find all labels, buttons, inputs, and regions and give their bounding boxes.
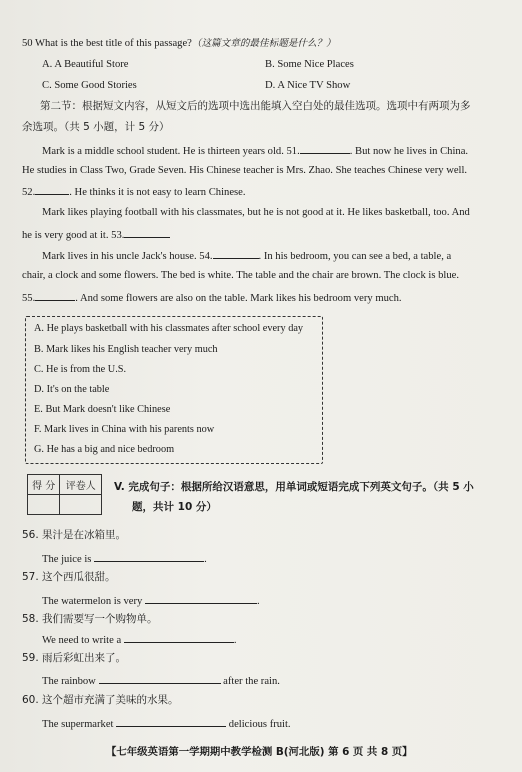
q56-prefix: The juice is — [42, 554, 92, 565]
q50-option-c[interactable]: C. Some Good Stories — [42, 80, 137, 91]
q57-sentence — [42, 593, 260, 608]
section5-heading-cont: 题，共计 10 分） — [132, 501, 217, 513]
box-option-a[interactable]: A. He plays basketball with his classmates after school every day — [34, 323, 304, 334]
blank-54-number: 54. — [199, 251, 213, 262]
options-box — [25, 316, 323, 464]
grader-label: 评卷人 — [60, 475, 102, 495]
q60-chinese: 60. 这个超市充满了美味的水果。 — [22, 694, 179, 706]
q57-chinese: 57. 这个西瓜很甜。 — [22, 571, 116, 583]
q59-prefix: The rainbow — [42, 676, 96, 687]
q57-prefix: The watermelon is very — [42, 596, 143, 607]
q57-suffix: . — [256, 596, 260, 607]
passage-text: . He thinks it is not easy to learn Chinese. — [69, 187, 246, 198]
blank-55[interactable] — [35, 290, 75, 301]
section5-heading: V. 完成句子：根据所给汉语意思，用单词或短语完成下列英文句子。（共 5 小 — [114, 481, 474, 493]
passage-text: Mark is a middle school student. He is thirteen years old. — [42, 146, 284, 157]
section2-heading: 第二节：根据短文内容，从短文后的选项中选出能填入空白处的最佳选项。选项中有两项为多 — [40, 100, 471, 112]
q50-option-d[interactable]: D. A Nice TV Show — [265, 80, 351, 91]
blank-51-number: 51. — [286, 146, 300, 157]
q58-sentence — [42, 632, 236, 647]
q60-answer-blank[interactable] — [116, 716, 226, 727]
box-option-e[interactable]: E. But Mark doesn't like Chinese — [34, 404, 171, 415]
passage-text: he is very good at it. — [22, 230, 109, 241]
q56-chinese: 56. 果汁是在冰箱里。 — [22, 529, 127, 541]
score-label: 得 分 — [28, 475, 60, 495]
q59-suffix: after the rain. — [223, 676, 280, 687]
box-option-g[interactable]: G. He has a big and nice bedroom — [34, 444, 175, 455]
q50-stem — [22, 37, 336, 50]
q58-answer-blank[interactable] — [124, 632, 234, 643]
q59-sentence — [42, 673, 280, 688]
q59-answer-blank[interactable] — [99, 673, 221, 684]
passage-line-8 — [22, 290, 402, 305]
blank-54[interactable] — [213, 248, 259, 259]
passage-text: Mark lives in his uncle Jack's house. — [42, 251, 197, 262]
passage-line-5 — [22, 227, 170, 242]
box-option-c[interactable]: C. He is from the U.S. — [34, 364, 127, 375]
q58-prefix: We need to write a — [42, 635, 122, 646]
box-option-d[interactable]: D. It's on the table — [34, 384, 110, 395]
q58-suffix: . — [233, 635, 237, 646]
passage-line-7: chair, a clock and some flowers. The bed is white. The table and the chair are brown. The clock is blue. — [22, 270, 460, 281]
q50-stem-cn: （这篇文章的最佳标题是什么？） — [191, 38, 336, 49]
blank-52[interactable] — [35, 184, 69, 195]
passage-line-3 — [22, 184, 246, 199]
q50-stem-en: 50 What is the best title of this passage? — [22, 38, 192, 49]
blank-52-number: 52. — [22, 187, 36, 198]
q60-sentence — [42, 716, 291, 731]
blank-55-number: 55. — [22, 293, 36, 304]
passage-text: . And some flowers are also on the table. Mark likes his bedroom very much. — [75, 293, 402, 304]
q60-suffix: delicious fruit. — [228, 719, 291, 730]
q59-chinese: 59. 雨后彩虹出来了。 — [22, 652, 127, 664]
passage-line-1 — [42, 143, 468, 158]
grader-cell[interactable] — [60, 495, 102, 515]
score-table — [27, 474, 102, 515]
q56-answer-blank[interactable] — [94, 551, 204, 562]
q50-option-a[interactable]: A. A Beautiful Store — [42, 59, 129, 70]
passage-text: . In his bedroom, you can see a bed, a table, a — [258, 251, 452, 262]
q56-sentence — [42, 551, 207, 566]
passage-text: . But now he lives in China. — [349, 146, 469, 157]
box-option-b[interactable]: B. Mark likes his English teacher very much — [34, 344, 218, 355]
passage-line-4: Mark likes playing football with his classmates, but he is not good at it. He likes basketball, too. And — [42, 207, 470, 218]
box-option-f[interactable]: F. Mark lives in China with his parents now — [34, 424, 215, 435]
q57-answer-blank[interactable] — [145, 593, 257, 604]
section2-heading-cont: 余选项。（共 5 小题，计 5 分） — [22, 121, 170, 133]
passage-line-2: He studies in Class Two, Grade Seven. His Chinese teacher is Mrs. Zhao. She teaches Chinese very well. — [22, 165, 468, 176]
q56-suffix: . — [204, 554, 207, 565]
q60-prefix: The supermarket — [42, 719, 114, 730]
blank-51[interactable] — [300, 143, 350, 154]
blank-53-number: 53. — [111, 230, 125, 241]
q50-option-b[interactable]: B. Some Nice Places — [265, 59, 354, 70]
passage-line-6 — [42, 248, 451, 263]
blank-53[interactable] — [124, 227, 170, 238]
score-cell[interactable] — [28, 495, 60, 515]
q58-chinese: 58. 我们需要写一个购物单。 — [22, 613, 158, 625]
page-footer: 【七年级英语第一学期期中教学检测 B(河北版) 第 6 页 共 8 页】 — [106, 746, 413, 758]
